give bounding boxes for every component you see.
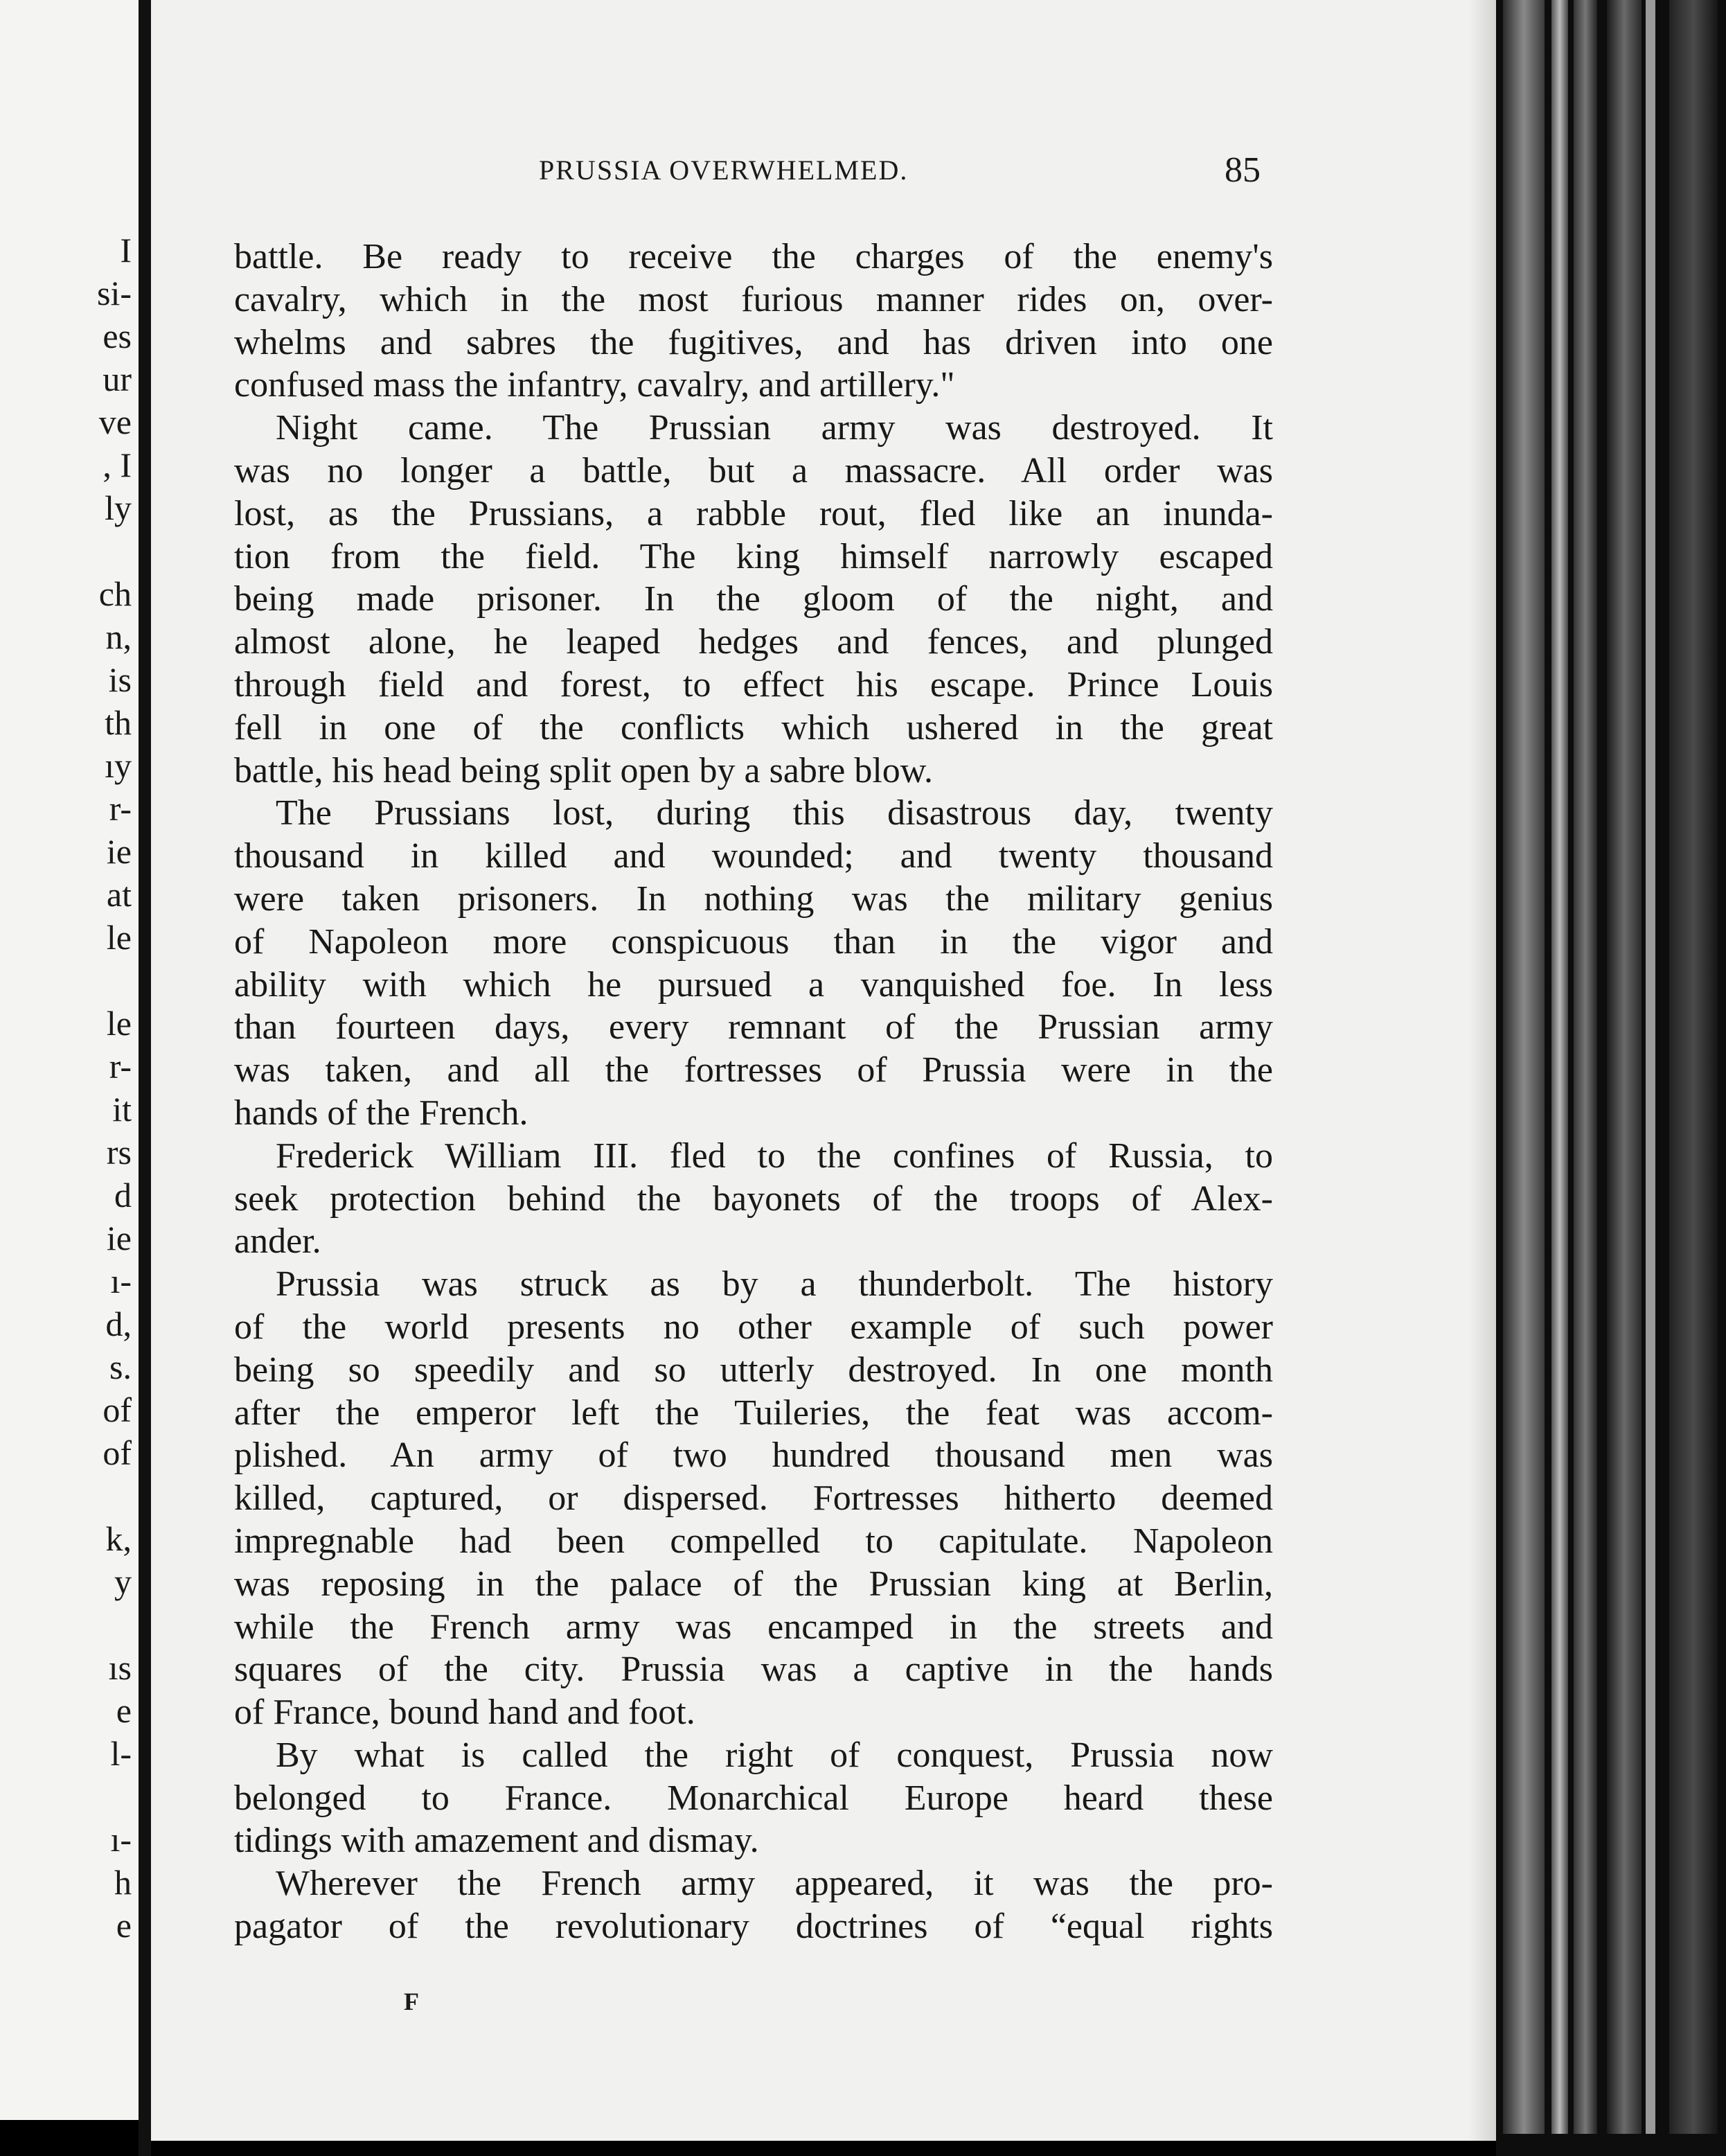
page-number: 85 (1225, 150, 1261, 190)
left-page-fragment: l- (110, 1734, 132, 1773)
text-line: Wherever the French army appeared, it was the pro- (276, 1864, 1273, 1904)
text-line: were taken prisoners. In nothing was the military genius (234, 878, 1273, 919)
left-page-fragment: ie (106, 1219, 132, 1257)
printer-signature-mark: F (404, 1988, 419, 2015)
left-page-fragment: r- (109, 789, 132, 828)
text-line: of the world presents no other example of such power (234, 1307, 1273, 1347)
running-head-title: PRUSSIA OVERWHELMED. (539, 154, 909, 186)
left-page-fragment: ur (103, 360, 132, 398)
text-line: Night came. The Prussian army was destroyed. It (276, 408, 1273, 448)
left-page-fragment: rs (106, 1133, 132, 1172)
left-facing-page (0, 0, 139, 2120)
left-page-fragment: le (106, 1004, 132, 1043)
text-line: through field and forest, to effect his escape. Prince Louis (234, 664, 1273, 705)
page-edge (1646, 0, 1655, 2134)
text-line: pagator of the revolutionary doctrines of “equal rights (234, 1907, 1273, 1947)
left-page-fragment: si- (97, 274, 132, 312)
text-line: than fourteen days, every remnant of the Prussian army (234, 1007, 1273, 1048)
text-line: Prussia was struck as by a thunderbolt. The history (276, 1264, 1273, 1305)
text-line: thousand in killed and wounded; and twenty thousand (234, 836, 1273, 876)
body-text (234, 236, 1273, 1948)
page-edges-stack (1496, 0, 1726, 2156)
left-page-fragment: s. (109, 1348, 132, 1386)
left-page-fragment: k, (105, 1519, 132, 1558)
text-line: The Prussians lost, during this disastrous day, twenty (276, 793, 1273, 833)
left-page-fragment: is (108, 660, 132, 699)
text-line: after the emperor left the Tuileries, the feat was accom- (234, 1393, 1273, 1433)
page-edge (1574, 0, 1597, 2134)
text-line: whelms and sabres the fugitives, and has driven into one (234, 322, 1273, 362)
left-page-fragment: ly (105, 488, 132, 527)
page-edge (1607, 0, 1642, 2134)
left-page-fragment: of (103, 1433, 132, 1472)
text-line: tidings with amazement and dismay. (234, 1821, 759, 1861)
left-page-fragment: es (103, 317, 132, 355)
page-edge (1551, 0, 1568, 2134)
text-line: squares of the city. Prussia was a captive in the hands (234, 1650, 1273, 1690)
left-page-fragment: ie (106, 832, 132, 871)
text-line: being made prisoner. In the gloom of the night, and (234, 579, 1273, 619)
text-line: cavalry, which in the most furious manner rides on, over- (234, 279, 1273, 319)
left-page-fragment: r- (109, 1047, 132, 1086)
left-page-fragment: ch (98, 574, 132, 613)
text-line: of Napoleon more conspicuous than in the vigor and (234, 921, 1273, 962)
left-page-fragment: at (106, 875, 132, 914)
text-line: almost alone, he leaped hedges and fences, and plunged (234, 622, 1273, 662)
left-page-fragment: ı- (110, 1262, 132, 1300)
text-line: battle. Be ready to receive the charges of the enemy's (234, 237, 1273, 276)
left-page-fragment: le (106, 918, 132, 957)
text-line: was no longer a battle, but a massacre. All order was (234, 450, 1273, 491)
left-page-fragment: y (114, 1562, 132, 1601)
text-line: while the French army was encamped in the streets and (234, 1607, 1273, 1647)
text-line: was reposing in the palace of the Prussian king at Berlin, (234, 1564, 1273, 1604)
text-line: Frederick William III. fled to the confines of Russia, to (276, 1136, 1273, 1176)
running-head (151, 150, 1496, 202)
book-gutter (139, 0, 151, 2156)
text-line: tion from the field. The king himself narrowly escaped (234, 536, 1273, 576)
left-page-fragment: th (105, 703, 132, 742)
left-page-fragment: ve (98, 403, 132, 441)
text-line: being so speedily and so utterly destroyed. In one month (234, 1350, 1273, 1390)
text-line: hands of the French. (234, 1093, 528, 1133)
left-page-fragment: e (116, 1906, 132, 1945)
left-page-fragment: , I (103, 445, 132, 484)
text-line: belonged to France. Monarchical Europe heard these (234, 1778, 1273, 1818)
left-page-fragment: ıs (108, 1648, 132, 1687)
text-line: lost, as the Prussians, a rabble rout, fled like an inunda- (234, 493, 1273, 533)
page-edge (1669, 0, 1718, 2134)
text-line: battle, his head being split open by a sabre blow. (234, 750, 933, 790)
text-line: of France, bound hand and foot. (234, 1693, 695, 1733)
left-page-fragment: d (114, 1176, 132, 1214)
text-line: was taken, and all the fortresses of Prussia were in the (234, 1050, 1273, 1090)
text-line: confused mass the infantry, cavalry, and artillery." (234, 365, 955, 405)
text-line: seek protection behind the bayonets of the troops of Alex- (234, 1178, 1273, 1219)
text-line: ability with which he pursued a vanquished foe. In less (234, 964, 1273, 1005)
text-line: fell in one of the conflicts which ushered in the great (234, 707, 1273, 748)
page-85 (151, 0, 1496, 2141)
left-page-fragment: d, (105, 1305, 132, 1343)
left-page-fragment: e (116, 1691, 132, 1730)
text-line: ander. (234, 1221, 321, 1262)
left-page-fragment: ı- (110, 1820, 132, 1859)
left-page-fragment: ıy (105, 746, 132, 785)
text-line: By what is called the right of conquest, Prussia now (276, 1735, 1273, 1775)
left-page-fragment: of (103, 1390, 132, 1429)
text-line: killed, captured, or dispersed. Fortresses hitherto deemed (234, 1478, 1273, 1519)
page-edge-shadow (1468, 0, 1496, 2141)
text-line: impregnable had been compelled to capitulate. Napoleon (234, 1521, 1273, 1561)
text-line: plished. An army of two hundred thousand men was (234, 1435, 1273, 1476)
left-page-fragment: h (114, 1863, 132, 1902)
left-page-fragment: it (112, 1090, 132, 1129)
left-page-fragment: I (120, 231, 132, 270)
page-edge (1503, 0, 1545, 2134)
left-page-fragment: n, (105, 617, 132, 656)
